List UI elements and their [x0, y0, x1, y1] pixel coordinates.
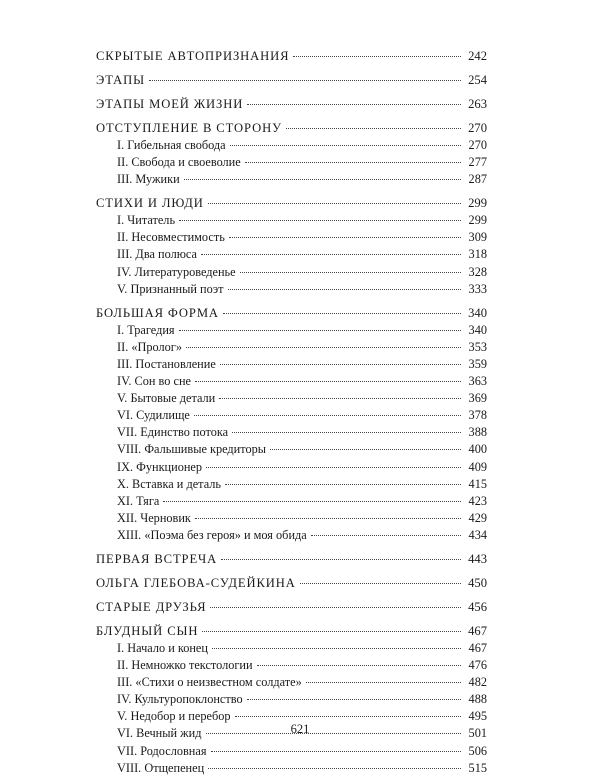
toc-entry-title: IV. Культуропоклонство	[117, 692, 243, 707]
toc-entry-title: I. Гибельная свобода	[117, 138, 226, 152]
dot-leader	[293, 56, 461, 57]
toc-entry-title: ОТСТУПЛЕНИЕ В СТОРОНУ	[96, 121, 282, 135]
toc-section-row	[96, 527, 487, 544]
toc-section-row	[96, 356, 487, 373]
dot-leader	[247, 104, 461, 105]
dot-leader	[206, 467, 461, 468]
dot-leader	[286, 128, 461, 129]
toc-entry-title: II. Немножко текстологии	[117, 658, 253, 673]
toc-page-number: 270	[468, 138, 487, 152]
toc-page-number: 287	[468, 172, 487, 187]
toc-entry-title: III. Два полюса	[117, 247, 197, 262]
toc-entry-title: XI. Тяга	[117, 493, 160, 508]
toc-section-row	[96, 373, 487, 390]
toc-section-row	[96, 674, 487, 691]
toc-entry-title: XIII. «Поэма без героя» и моя обида	[117, 527, 307, 542]
dot-leader	[270, 449, 461, 450]
toc-page-number: 434	[468, 527, 487, 542]
toc-chapter-row	[96, 550, 487, 568]
dot-leader	[257, 665, 461, 666]
toc-page-number: 277	[468, 155, 487, 170]
toc-section-row	[96, 459, 487, 476]
toc-section-row	[96, 441, 487, 458]
toc-section-row	[96, 407, 487, 424]
toc-page-number: 467	[468, 623, 487, 638]
toc-page-number: 476	[468, 658, 487, 673]
toc-section-row	[96, 229, 487, 246]
toc-entry-title: VIII. Фальшивые кредиторы	[117, 442, 267, 457]
dot-leader	[229, 237, 461, 238]
toc-entry-title: III. Постановление	[117, 356, 216, 371]
toc-entry-title: ОЛЬГА ГЛЕБОВА-СУДЕЙКИНА	[96, 575, 296, 590]
dot-leader	[247, 699, 461, 700]
dot-leader	[221, 559, 461, 560]
dot-leader	[208, 768, 461, 769]
toc-section-row	[96, 390, 487, 407]
dot-leader	[149, 80, 461, 81]
toc-page-number: 515	[468, 760, 487, 775]
toc-section-row	[96, 691, 487, 708]
dot-leader	[179, 330, 461, 331]
toc-entry-title: I. Начало и конец	[117, 640, 208, 655]
dot-leader	[220, 364, 461, 365]
dot-leader	[201, 254, 461, 255]
toc-chapter-row	[96, 304, 487, 322]
toc-page-number: 488	[468, 692, 487, 707]
toc-entry-title: III. Мужики	[117, 172, 180, 187]
dot-leader	[228, 289, 461, 290]
toc-entry-title: VI. Вечный жид	[117, 726, 202, 741]
toc-entry-title: XII. Черновик	[117, 510, 191, 525]
toc-entry-title: IV. Литературоведенье	[117, 264, 236, 279]
dot-leader	[245, 162, 461, 163]
toc-page-number: 409	[468, 459, 487, 474]
toc-page-number: 501	[468, 726, 487, 741]
toc-page-number: 340	[468, 322, 487, 337]
dot-leader	[235, 716, 461, 717]
toc-page-number: 270	[468, 121, 487, 135]
dot-leader	[195, 518, 461, 519]
toc-entry-title: ПЕРВАЯ ВСТРЕЧА	[96, 551, 218, 566]
dot-leader	[195, 381, 461, 382]
toc-page-number: 450	[468, 575, 487, 590]
toc-section-row	[96, 264, 487, 281]
toc-page-number: 388	[468, 425, 487, 440]
toc-page-number: 482	[468, 675, 487, 690]
toc-chapter-row	[96, 622, 487, 640]
toc-page-number: 340	[468, 305, 487, 320]
toc-entry-title: I. Трагедия	[117, 322, 175, 337]
toc-page-number: 423	[468, 493, 487, 508]
toc-page-number: 359	[468, 356, 487, 371]
toc-section-row	[96, 212, 487, 229]
dot-leader	[194, 415, 461, 416]
dot-leader	[202, 631, 461, 632]
toc-section-row	[96, 154, 487, 171]
toc-section-row	[96, 322, 487, 339]
toc-page-number: 333	[468, 281, 487, 296]
toc-entry-title: БОЛЬШАЯ ФОРМА	[96, 305, 219, 320]
toc-page-number: 328	[468, 264, 487, 279]
toc-page-number: 242	[468, 49, 487, 63]
toc-page-number: 318	[468, 247, 487, 262]
toc-entry-title: СКРЫТЫЕ АВТОПРИЗНАНИЯ	[96, 49, 290, 63]
dot-leader	[225, 484, 461, 485]
dot-leader	[232, 432, 461, 433]
toc-entry-title: V. Недобор и перебор	[117, 709, 231, 724]
toc-chapter-row	[96, 71, 487, 89]
toc-section-row	[96, 171, 487, 188]
toc-entry-title: ЭТАПЫ МОЕЙ ЖИЗНИ	[96, 97, 244, 111]
dot-leader	[208, 203, 461, 204]
toc-page-number: 506	[468, 743, 487, 758]
toc-page-number: 467	[468, 640, 487, 655]
dot-leader	[211, 751, 461, 752]
toc-page-number: 429	[468, 510, 487, 525]
toc-entry-title: VIII. Отщепенец	[117, 760, 205, 775]
toc-entry-title: VII. Единство потока	[117, 425, 229, 440]
toc-section-row	[96, 657, 487, 674]
toc-page-number: 369	[468, 391, 487, 406]
toc-entry-title: IV. Сон во сне	[117, 374, 191, 389]
toc-chapter-row	[96, 574, 487, 592]
toc-entry-title: V. Признанный поэт	[117, 281, 224, 296]
toc-entry-title: СТИХИ И ЛЮДИ	[96, 196, 204, 211]
toc-page-number: 363	[468, 374, 487, 389]
toc-page-number: 495	[468, 709, 487, 724]
dot-leader	[179, 220, 461, 221]
toc-section-row	[96, 339, 487, 356]
toc-chapter-row	[96, 95, 487, 113]
toc-section-row	[96, 493, 487, 510]
toc-section-row	[96, 743, 487, 760]
toc-entry-title: БЛУДНЫЙ СЫН	[96, 623, 199, 638]
toc-entry-title: СТАРЫЕ ДРУЗЬЯ	[96, 599, 207, 614]
toc-entry-title: III. «Стихи о неизвестном солдате»	[117, 675, 302, 690]
toc-section-row	[96, 510, 487, 527]
toc-entry-title: II. Свобода и своеволие	[117, 155, 241, 170]
toc-page-number: 456	[468, 599, 487, 614]
toc-section-row	[96, 424, 487, 441]
toc-page-number: 400	[468, 442, 487, 457]
dot-leader	[184, 179, 461, 180]
toc-page-number: 299	[468, 196, 487, 211]
toc-chapter-row	[96, 194, 487, 212]
dot-leader	[212, 648, 461, 649]
toc-entry-title: ЭТАПЫ	[96, 73, 146, 87]
toc-section-row	[96, 246, 487, 263]
toc-page-number: 263	[468, 97, 487, 111]
dot-leader	[311, 535, 461, 536]
toc-chapter-row	[96, 47, 487, 65]
toc-chapter-row	[96, 598, 487, 616]
toc-section-row	[96, 476, 487, 493]
dot-leader	[186, 347, 461, 348]
toc-page-number: 415	[468, 476, 487, 491]
toc-entry-title: VII. Родословная	[117, 743, 207, 758]
page-number: 621	[290, 722, 310, 736]
toc-chapter-row	[96, 119, 487, 137]
toc-section-row	[96, 137, 487, 154]
toc-section-row	[96, 640, 487, 657]
toc-entry-title: II. «Пролог»	[117, 339, 182, 354]
dot-leader	[240, 272, 461, 273]
toc-entry-title: V. Бытовые детали	[117, 391, 216, 406]
toc-section-row	[96, 281, 487, 298]
toc-page-number: 353	[468, 339, 487, 354]
toc-entry-title: VI. Судилище	[117, 408, 190, 423]
toc-entry-title: II. Несовместимость	[117, 230, 225, 245]
toc-entry-title: IX. Функционер	[117, 459, 203, 474]
toc-section-row	[96, 760, 487, 777]
dot-leader	[163, 501, 461, 502]
toc-page-number: 309	[468, 230, 487, 245]
dot-leader	[300, 583, 461, 584]
toc-page-number: 254	[468, 73, 487, 87]
toc-page-number: 378	[468, 408, 487, 423]
dot-leader	[210, 607, 461, 608]
dot-leader	[230, 145, 461, 146]
toc-entry-title: I. Читатель	[117, 213, 176, 228]
toc-page-number: 299	[468, 213, 487, 228]
dot-leader	[306, 682, 461, 683]
dot-leader	[219, 398, 461, 399]
toc-page-number: 443	[468, 551, 487, 566]
toc-entry-title: X. Вставка и деталь	[117, 476, 222, 491]
table-of-contents	[96, 47, 487, 777]
dot-leader	[223, 313, 461, 314]
